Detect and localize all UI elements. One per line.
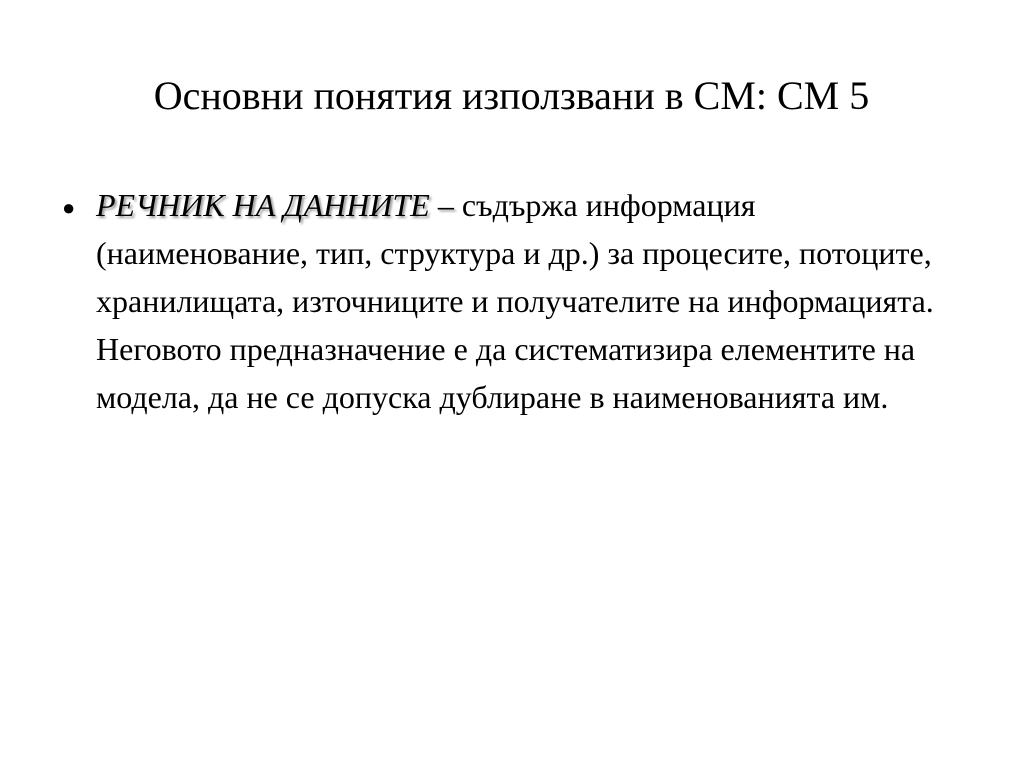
bullet-text [96,181,962,421]
bullet-item [62,181,962,421]
bullet-dot-icon: ● [62,195,76,220]
slide-title: Основни понятия използвани в СМ: СМ 5 [153,73,870,118]
bullet-term: РЕЧНИК НА ДАННИТЕ – [96,187,454,223]
bullet-description: съдържа информация (наименование, тип, структура и др.) за процесите, потоците, хранилищата, източниците и получателите на информацията. Неговото предназначение е да систематизира елементите на модела, да не се допуска дублиране в наименованията им. [96,187,934,415]
